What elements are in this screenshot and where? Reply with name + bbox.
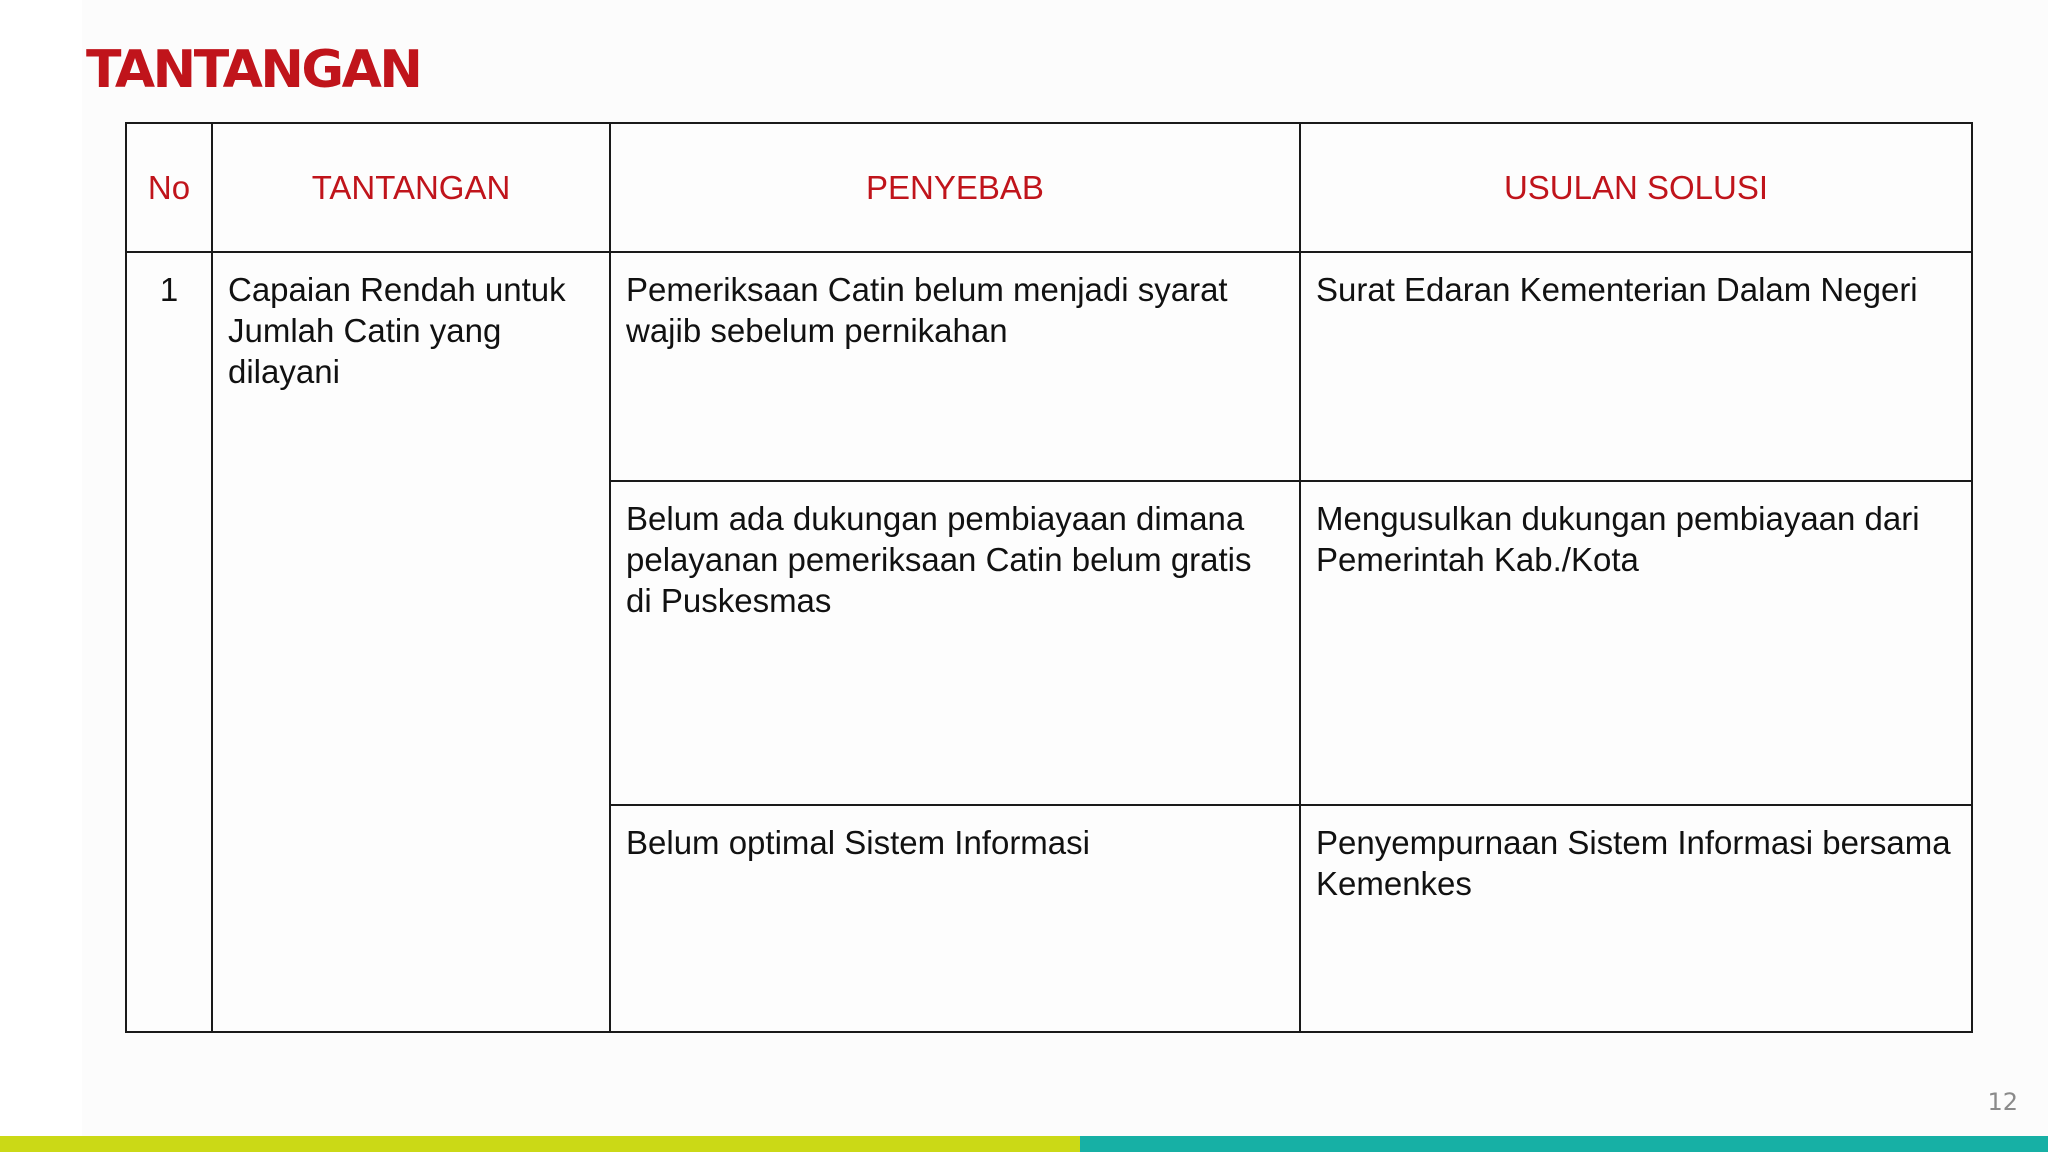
solution-cell: Mengusulkan dukungan pembiayaan dari Pemerintah Kab./Kota [1300,481,1972,805]
challenge-cell: Capaian Rendah untuk Jumlah Catin yang dilayani [212,252,610,1032]
table-row [126,252,1972,481]
header-challenge: TANTANGAN [212,123,610,252]
header-solution: USULAN SOLUSI [1300,123,1972,252]
challenge-table [125,122,1973,1033]
solution-cell: Surat Edaran Kementerian Dalam Negeri [1300,252,1972,481]
solution-cell: Penyempurnaan Sistem Informasi bersama Kemenkes [1300,805,1972,1032]
footer-bar-right [1080,1136,2048,1152]
page-number: 12 [1987,1088,2018,1116]
cause-cell: Pemeriksaan Catin belum menjadi syarat wajib sebelum pernikahan [610,252,1300,481]
slide-title: TANTANGAN [86,40,421,100]
cause-cell: Belum ada dukungan pembiayaan dimana pelayanan pemeriksaan Catin belum gratis di Puskesmas [610,481,1300,805]
row-number-cell: 1 [126,252,212,1032]
header-cause: PENYEBAB [610,123,1300,252]
header-no: No [126,123,212,252]
footer-bar-left [0,1136,1080,1152]
table-header-row [126,123,1972,252]
cause-cell: Belum optimal Sistem Informasi [610,805,1300,1032]
